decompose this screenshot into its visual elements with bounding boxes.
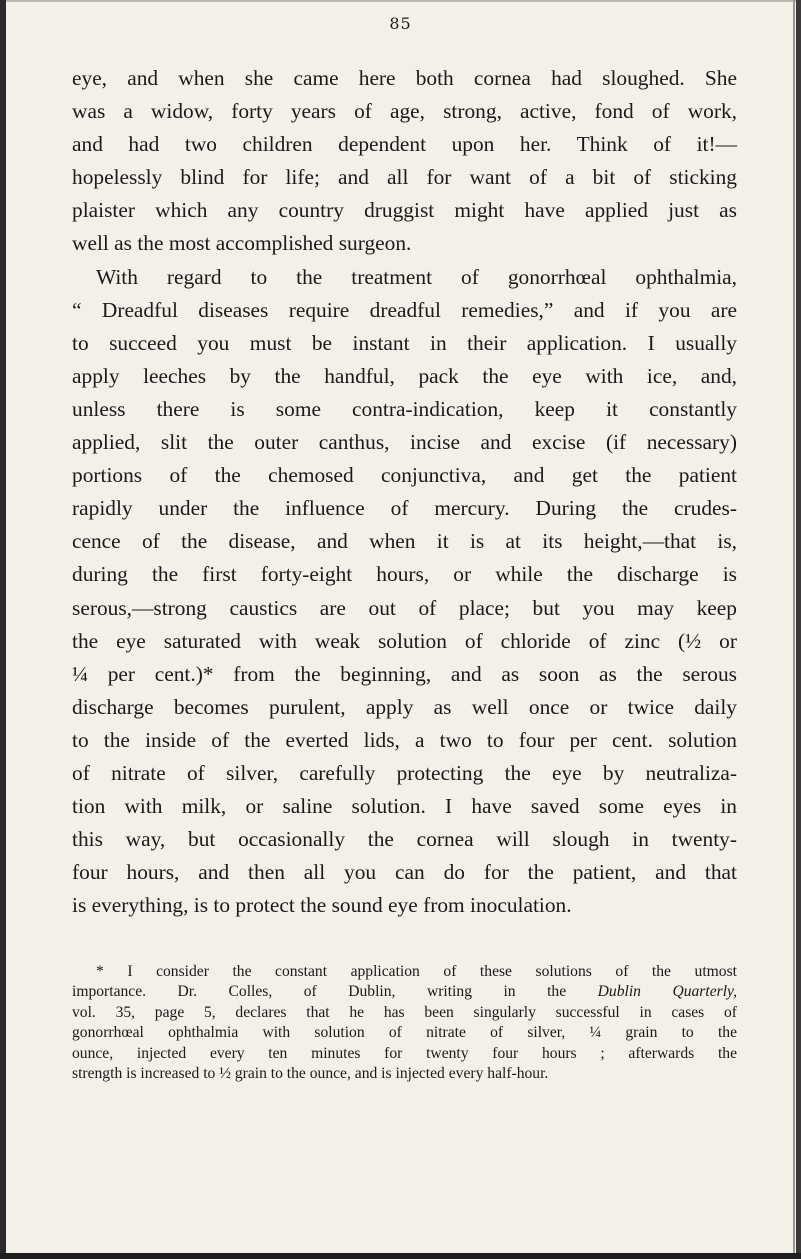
footnote-line: gonorrhœal ophthalmia with solution of nitrate of silver, ¼ grain to the (72, 1024, 737, 1042)
page-number: 85 (389, 14, 412, 33)
footnote-line (72, 982, 737, 1002)
page-edge-right (796, 0, 801, 1259)
footnote-line: strength is increased to ½ grain to the ounce, and is injected every half-hour. (72, 1065, 549, 1083)
footnote-line: vol. 35, page 5, declares that he has been singularly successful in cases of (72, 1003, 737, 1021)
page-edge-top (0, 0, 801, 2)
footnote (72, 962, 737, 1084)
text-line: serous,—strong caustics are out of place; but you may keep (72, 595, 737, 620)
text-line: well as the most accomplished surgeon. (72, 231, 412, 256)
footnote-line: ounce, injected every ten minutes for twenty four hours ; afterwards the (72, 1044, 737, 1062)
text-line: discharge becomes purulent, apply as well once or twice daily (72, 694, 737, 719)
text-line: apply leeches by the handful, pack the eye with ice, and, (72, 363, 737, 388)
text-line: was a widow, forty years of age, strong, active, fond of work, (72, 99, 737, 124)
page-edge-bottom (0, 1253, 801, 1259)
footnote-text: importance. Dr. Colles, of Dublin, writing in the (72, 983, 598, 1001)
text-line: “ Dreadful diseases require dreadful remedies,” and if you are (72, 297, 737, 322)
body-text (72, 62, 737, 922)
page-edge-left (0, 0, 6, 1259)
text-line: cence of the disease, and when it is at its height,—that is, (72, 529, 737, 554)
text-line: rapidly under the influence of mercury. During the crudes- (72, 496, 737, 521)
text-line: portions of the chemosed conjunctiva, and get the patient (72, 463, 737, 488)
text-line: the eye saturated with weak solution of chloride of zinc (½ or (72, 628, 737, 653)
footnote-line: * I consider the constant application of these solutions of the utmost (96, 963, 737, 980)
text-line: applied, slit the outer canthus, incise and excise (if necessary) (72, 430, 737, 455)
text-line: to succeed you must be instant in their application. I usually (72, 330, 737, 355)
text-line: and had two children dependent upon her. Think of it!— (72, 132, 737, 157)
text-line: during the first forty-eight hours, or while the discharge is (72, 562, 737, 587)
text-line: ¼ per cent.)* from the beginning, and as soon as the serous (72, 661, 737, 686)
text-line: four hours, and then all you can do for the patient, and that (72, 860, 737, 885)
journal-title: Dublin Quarterly, (597, 983, 737, 1001)
text-line: plaister which any country druggist might have applied just as (72, 198, 737, 223)
text-line: tion with milk, or saline solution. I have saved some eyes in (72, 794, 737, 819)
text-line: hopelessly blind for life; and all for want of a bit of sticking (72, 165, 737, 190)
text-line: of nitrate of silver, carefully protecting the eye by neutraliza- (72, 760, 737, 785)
text-line: to the inside of the everted lids, a two to four per cent. solution (72, 727, 737, 752)
text-line: With regard to the treatment of gonorrhœal ophthalmia, (96, 264, 737, 289)
text-line: eye, and when she came here both cornea had sloughed. She (72, 66, 737, 90)
text-line: unless there is some contra-indication, keep it constantly (72, 396, 737, 421)
text-line: is everything, is to protect the sound eye from inoculation. (72, 893, 572, 918)
text-line: this way, but occasionally the cornea will slough in twenty- (72, 827, 737, 852)
page-edge-right-inner (793, 0, 795, 1259)
